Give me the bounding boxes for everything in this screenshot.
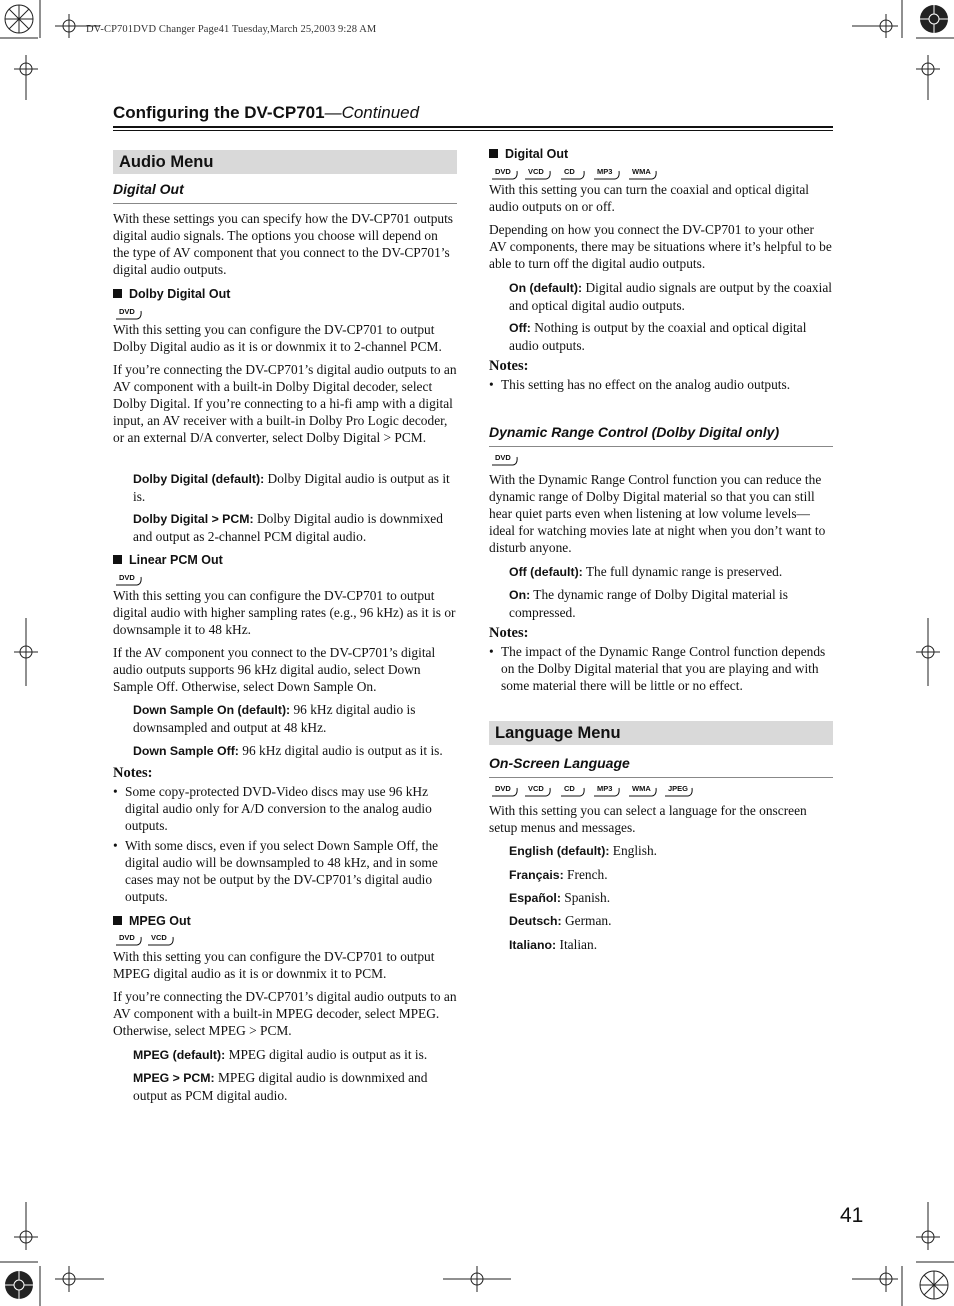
drc-option-off: Off (default): The full dynamic range is preserved. bbox=[509, 564, 783, 579]
language-menu-heading: Language Menu bbox=[489, 721, 833, 745]
section-rule bbox=[489, 777, 833, 778]
linear-paragraph-2: If the AV component you connect to the DV-CP701’s digital audio outputs supports 96 kHz digital audio, select Down Sample Off. Otherwise, select Down Sample On. bbox=[113, 645, 436, 695]
notes-heading: Notes: bbox=[113, 765, 153, 781]
language-option-english: English (default): English. bbox=[509, 843, 658, 858]
mp3-badge-icon: MP3 bbox=[593, 167, 621, 180]
digital-out-subheading: Digital Out bbox=[489, 147, 568, 161]
square-bullet-icon bbox=[113, 916, 122, 925]
dolby-digital-out-heading: Dolby Digital Out bbox=[113, 287, 230, 301]
mpeg-option-default: MPEG (default): MPEG digital audio is output as it is. bbox=[133, 1047, 428, 1062]
section-rule bbox=[489, 446, 833, 447]
osl-paragraph: With this setting you can select a language for the onscreen setup menus and messages. bbox=[489, 803, 807, 836]
digital-out-paragraph-1: With this setting you can turn the coaxial and optical digital audio outputs on or off. bbox=[489, 182, 810, 215]
dvd-badge-icon: DVD bbox=[491, 167, 519, 180]
dolby-paragraph-1: With this setting you can configure the DV-CP701 to output Dolby Digital audio as it is or downmix it to 2-channel PCM. bbox=[113, 322, 442, 355]
square-bullet-icon bbox=[113, 289, 122, 298]
note-item: • With some discs, even if you select Down Sample Off, the digital audio will be downsampled to 48 kHz, and in some cases may not be output by the DV-CP701’s digital audio outputs. bbox=[113, 837, 457, 905]
page-title-continued: —Continued bbox=[324, 103, 420, 122]
page-title-main: Configuring the DV-CP701 bbox=[113, 103, 325, 122]
dynamic-range-heading: Dynamic Range Control (Dolby Digital only) bbox=[489, 424, 780, 440]
dvd-badge-icon: DVD bbox=[115, 307, 143, 320]
linear-option-off: Down Sample Off: 96 kHz digital audio is output as it is. bbox=[133, 743, 443, 758]
notes-heading: Notes: bbox=[489, 625, 529, 641]
dvd-badge-icon: DVD bbox=[115, 933, 143, 946]
on-screen-language-heading: On-Screen Language bbox=[489, 755, 630, 771]
language-option-spanish: Español: Spanish. bbox=[509, 890, 611, 905]
vcd-badge-icon: VCD bbox=[524, 167, 552, 180]
dvd-badge-icon: DVD bbox=[491, 784, 519, 797]
vcd-badge-icon: VCD bbox=[524, 784, 552, 797]
disc-badges bbox=[489, 167, 689, 181]
drc-option-on: On: The dynamic range of Dolby Digital material is compressed. bbox=[509, 587, 788, 621]
digital-out-option-on: On (default): Digital audio signals are output by the coaxial and optical digital audio outputs. bbox=[509, 280, 832, 314]
dolby-paragraph-2: If you’re connecting the DV-CP701’s digital audio outputs to an AV component with a built-in Dolby Digital decoder, select Dolby Digital. If you’re connecting to a hi-fi amp with a digital input, an AV receiver with a built-in Dolby Pro Logic decoder, or an external D/A converter, select Dolby Digital > PCM. bbox=[113, 362, 457, 446]
disc-badges bbox=[113, 933, 193, 947]
language-option-german: Deutsch: German. bbox=[509, 913, 612, 928]
audio-menu-heading: Audio Menu bbox=[113, 150, 457, 174]
note-item: • Some copy-protected DVD-Video discs may use 96 kHz digital audio only for A/D conversion to the analog audio outputs. bbox=[113, 783, 457, 834]
mp3-badge-icon: MP3 bbox=[593, 784, 621, 797]
digital-out-heading: Digital Out bbox=[113, 181, 184, 197]
cd-badge-icon: CD bbox=[560, 167, 586, 180]
disc-badges bbox=[113, 307, 173, 321]
intro-paragraph: With these settings you can specify how the DV-CP701 outputs digital audio signals. The options you choose will depend on the type of AV component that you connect to the DV-CP701’s digital audio outputs. bbox=[113, 211, 454, 278]
jpeg-badge-icon: JPEG bbox=[664, 784, 694, 797]
section-rule bbox=[113, 203, 457, 204]
digital-out-paragraph-2: Depending on how you connect the DV-CP701 to your other AV components, there may be situations where it’s helpful to be able to turn off the digital audio outputs. bbox=[489, 222, 832, 272]
disc-badges bbox=[489, 453, 549, 467]
page-number: 41 bbox=[840, 1204, 864, 1227]
mpeg-paragraph-1: With this setting you can configure the DV-CP701 to output MPEG digital audio as it is or downmix it to PCM. bbox=[113, 949, 435, 982]
wma-badge-icon: WMA bbox=[628, 784, 658, 797]
disc-badges bbox=[113, 573, 173, 587]
mpeg-paragraph-2: If you’re connecting the DV-CP701’s digital audio outputs to an AV component with a built-in MPEG decoder, select MPEG. Otherwise, select MPEG > PCM. bbox=[113, 989, 457, 1039]
notes-heading: Notes: bbox=[489, 358, 529, 374]
page-title bbox=[113, 103, 419, 123]
wma-badge-icon: WMA bbox=[628, 167, 658, 180]
header-rule-thin bbox=[113, 130, 833, 131]
dolby-option-pcm: Dolby Digital > PCM: Dolby Digital audio is downmixed and output as 2-channel PCM digital audio. bbox=[133, 511, 443, 545]
linear-option-on: Down Sample On (default): 96 kHz digital audio is downsampled and output at 48 kHz. bbox=[133, 702, 416, 736]
note-item: • The impact of the Dynamic Range Control function depends on the Dolby Digital material that you are playing and with some material there will be little or no effect. bbox=[489, 643, 833, 694]
linear-paragraph-1: With this setting you can configure the DV-CP701 to output digital audio with higher sampling rates (e.g., 96 kHz) as it is or downsample it to 48 kHz. bbox=[113, 588, 456, 638]
dvd-badge-icon: DVD bbox=[115, 573, 143, 586]
disc-badges bbox=[489, 784, 709, 798]
print-info: DV-CP701DVD Changer Page41 Tuesday,March 25,2003 9:28 AM bbox=[86, 24, 377, 35]
mpeg-out-heading: MPEG Out bbox=[113, 914, 191, 928]
square-bullet-icon bbox=[489, 149, 498, 158]
language-option-french: Français: French. bbox=[509, 867, 608, 882]
dvd-badge-icon: DVD bbox=[491, 453, 519, 466]
square-bullet-icon bbox=[113, 555, 122, 564]
vcd-badge-icon: VCD bbox=[147, 933, 175, 946]
mpeg-option-pcm: MPEG > PCM: MPEG digital audio is downmixed and output as PCM digital audio. bbox=[133, 1070, 428, 1104]
linear-pcm-out-heading: Linear PCM Out bbox=[113, 553, 223, 567]
drc-paragraph: With the Dynamic Range Control function you can reduce the dynamic range of Dolby Digital material so that you can still hear quiet parts even when listening at low volume levels—ideal for watching movies late at night when you don’t want to disturb anyone. bbox=[489, 472, 826, 556]
dolby-option-default: Dolby Digital (default): Dolby Digital audio is output as it is. bbox=[133, 471, 450, 505]
cd-badge-icon: CD bbox=[560, 784, 586, 797]
header-rule bbox=[113, 126, 833, 128]
digital-out-option-off: Off: Nothing is output by the coaxial and optical digital audio outputs. bbox=[509, 320, 807, 354]
note-item: • This setting has no effect on the analog audio outputs. bbox=[489, 376, 833, 393]
language-option-italian: Italiano: Italian. bbox=[509, 937, 598, 952]
